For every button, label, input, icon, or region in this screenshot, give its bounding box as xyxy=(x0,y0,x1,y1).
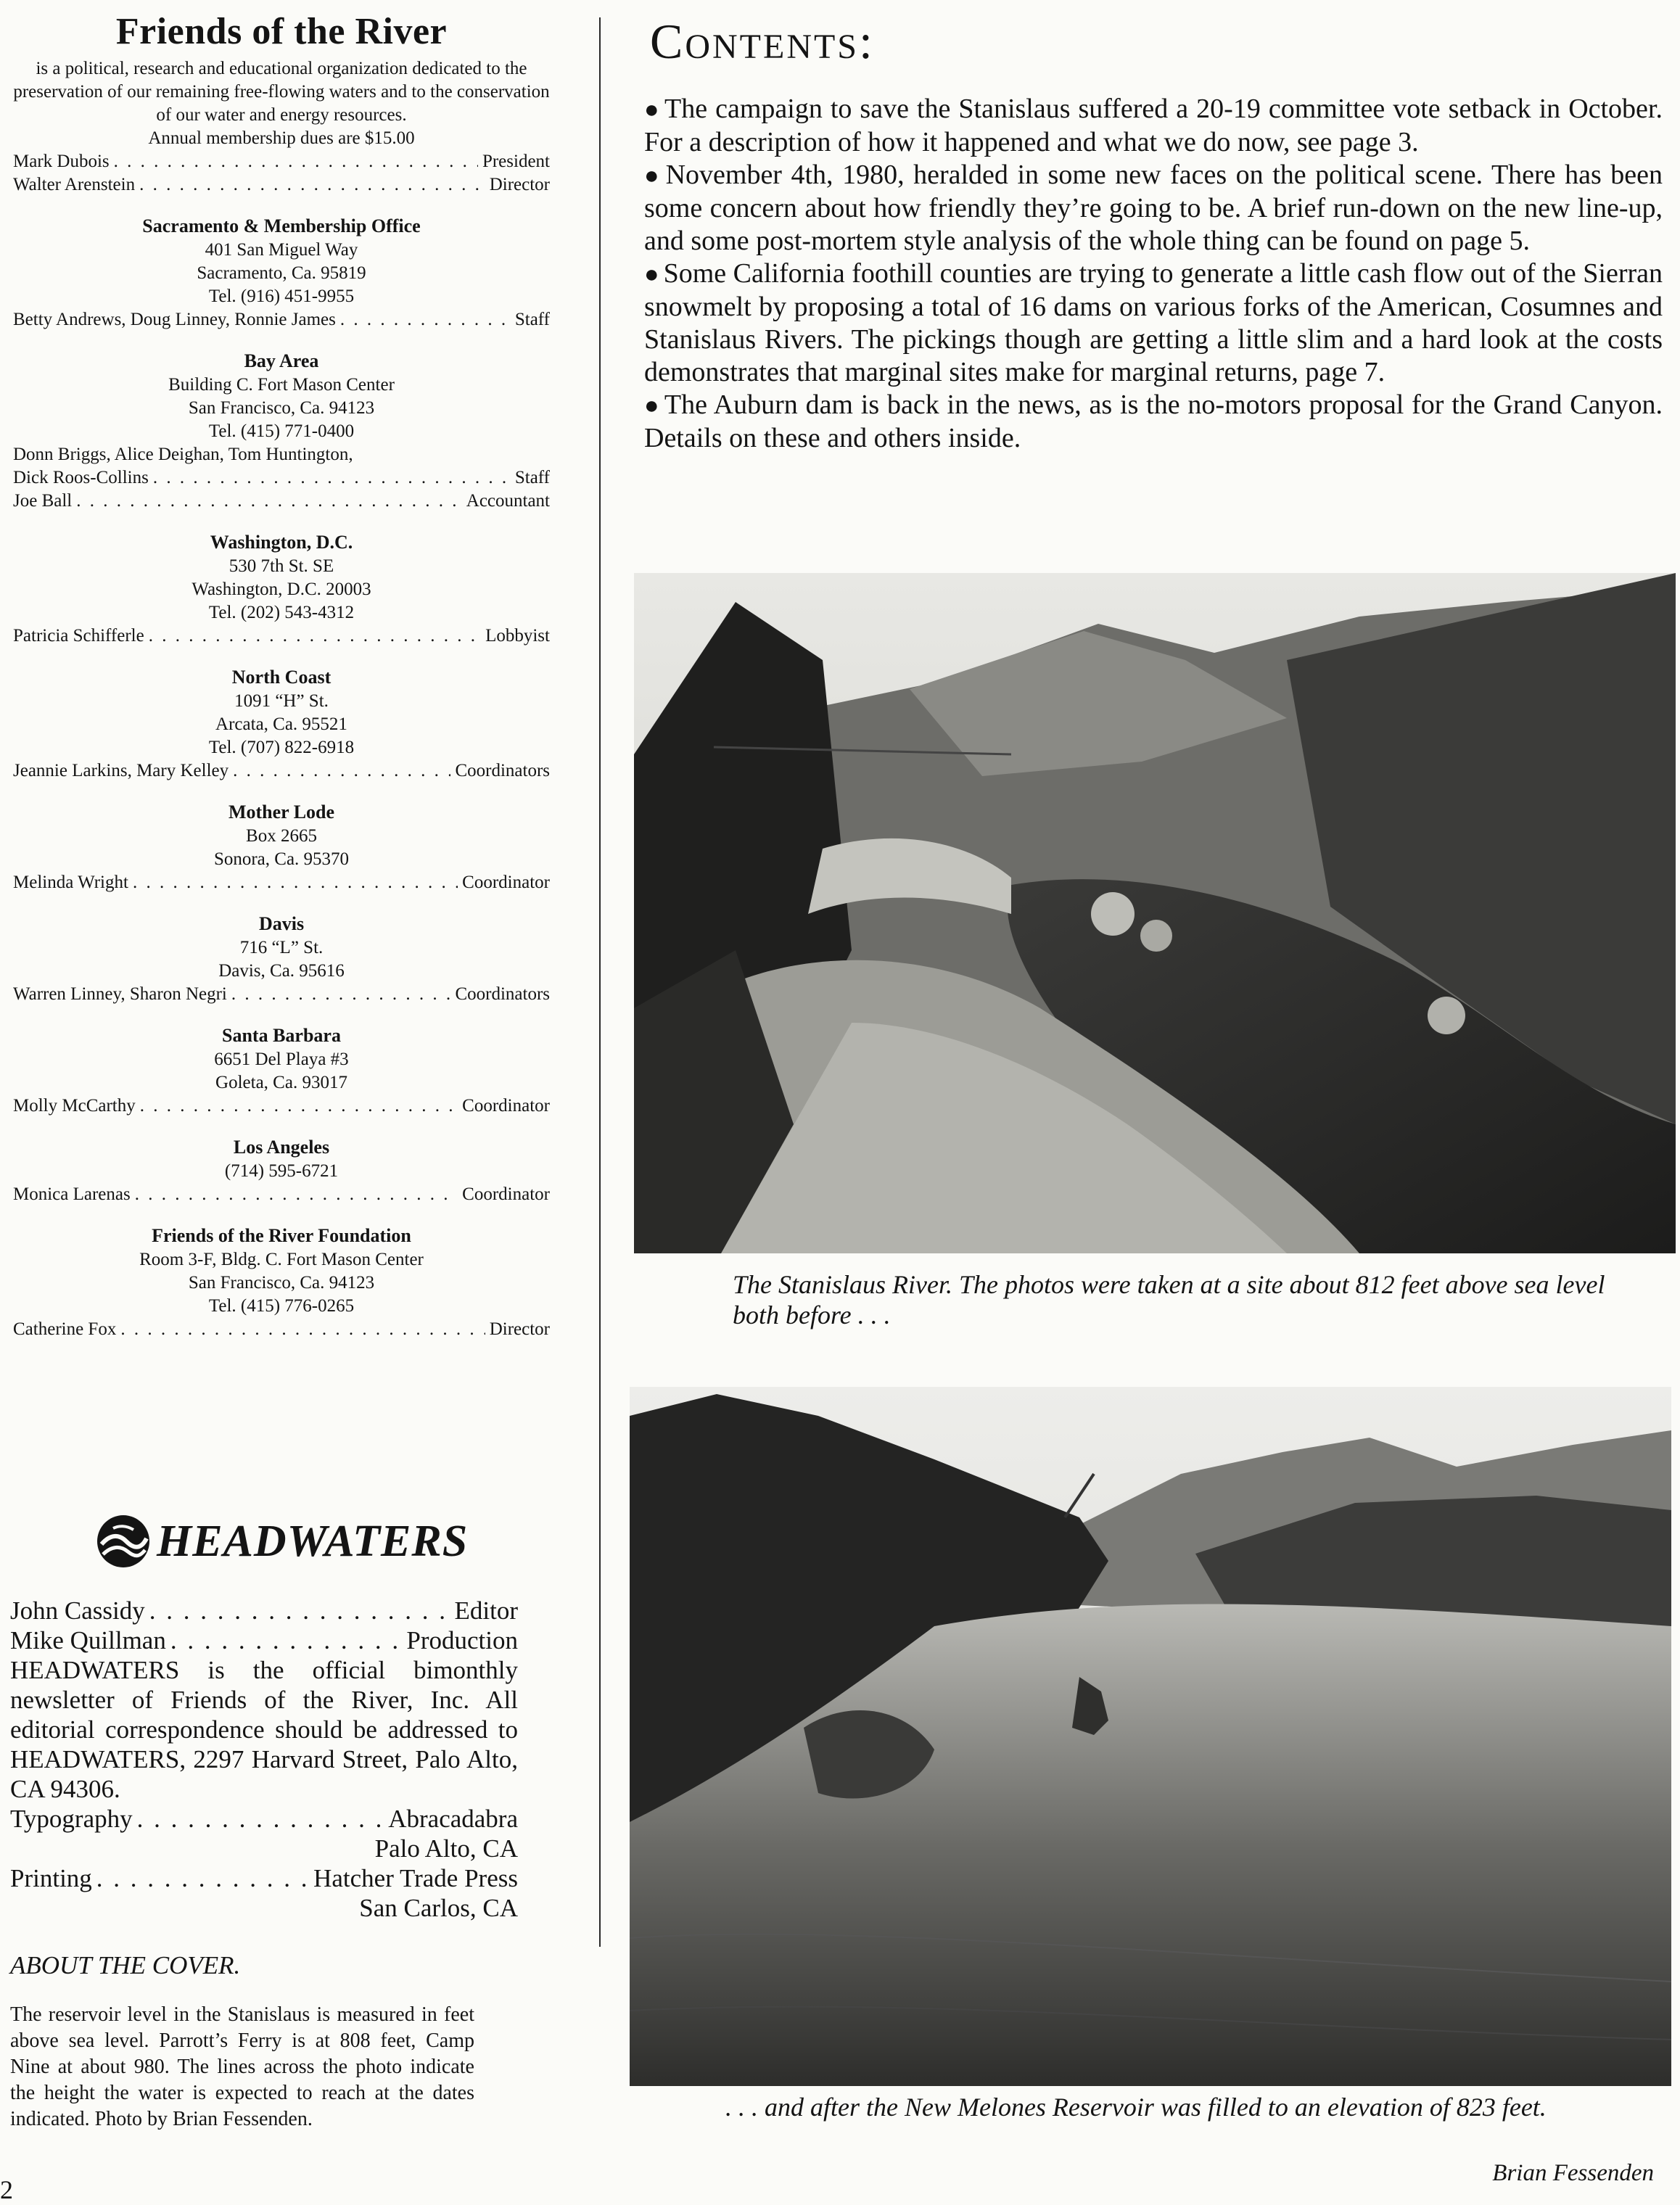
river-wave-icon xyxy=(94,1512,152,1570)
staff-role: Coordinator xyxy=(462,1096,550,1116)
office-name: Santa Barbara xyxy=(222,1025,341,1046)
office-los-angeles xyxy=(13,1135,550,1206)
staff-role: Accountant xyxy=(466,491,550,511)
office-sacramento xyxy=(13,214,550,331)
office-city: Washington, D.C. 20003 xyxy=(192,580,371,599)
office-name: Sacramento & Membership Office xyxy=(142,215,421,236)
office-name: North Coast xyxy=(231,667,332,688)
office-name: Davis xyxy=(258,913,305,934)
typography-label: Typography xyxy=(10,1805,133,1833)
staff-row xyxy=(13,308,550,331)
credit-row xyxy=(10,1625,518,1655)
officer-name: Mark Dubois xyxy=(13,152,110,171)
staff-row xyxy=(13,625,550,648)
staff-name: Catherine Fox xyxy=(13,1319,117,1339)
office-phone: Tel. (707) 822-6918 xyxy=(208,738,355,757)
river-before-photo xyxy=(634,573,1676,1253)
staff-name: Joe Ball xyxy=(13,491,73,511)
staff-name: Warren Linney, Sharon Negri xyxy=(13,984,227,1004)
staff-role: Staff xyxy=(514,468,550,487)
office-city: Goleta, Ca. 93017 xyxy=(215,1073,347,1092)
office-phone: (714) 595-6721 xyxy=(224,1161,339,1181)
staff-name: Monica Larenas xyxy=(13,1184,131,1204)
reservoir-after-image xyxy=(630,1387,1671,2086)
office-washington xyxy=(13,530,550,648)
officer-row xyxy=(13,150,550,173)
office-address: Room 3-F, Bldg. C. Fort Mason Center xyxy=(139,1250,424,1269)
staff-row xyxy=(13,1183,550,1206)
production-role: Production xyxy=(406,1626,518,1654)
staff-row xyxy=(13,871,550,894)
credit-row xyxy=(10,1596,518,1625)
staff-row xyxy=(13,983,550,1006)
org-title: Friends of the River xyxy=(115,11,448,52)
staff-name: Patricia Schifferle xyxy=(13,626,144,646)
office-foundation xyxy=(13,1224,550,1341)
bullet-icon: ● xyxy=(644,96,661,123)
staff-role: Coordinator xyxy=(462,1184,550,1204)
photo-caption-after: . . . and after the New Melones Reservoir was filled to an elevation of 823 feet. xyxy=(725,2093,1547,2122)
staff-role: Coordinators xyxy=(455,984,550,1004)
contents-item: ● November 4th, 1980, heralded in some new faces on the political scene. There has been some concern about how friendly they’re going to be. A brief run-down on the new line-up, and some post-mortem style analysis of the whole thing can be found on page 5. xyxy=(644,160,1663,256)
staff-names: Donn Briggs, Alice Deighan, Tom Huntington, xyxy=(13,445,353,464)
typography-value: Abracadabra xyxy=(388,1805,518,1833)
staff-role: Director xyxy=(489,1319,550,1339)
office-name: Mother Lode xyxy=(228,801,335,823)
credit-row xyxy=(10,1863,518,1893)
staff-name: Jeannie Larkins, Mary Kelley xyxy=(13,761,229,780)
staff-row xyxy=(13,490,550,513)
contents-title: Contents: xyxy=(650,14,875,69)
office-name: Bay Area xyxy=(244,350,319,371)
contents-list xyxy=(644,93,1663,455)
contents-item: ● The Auburn dam is back in the news, as is the no-motors proposal for the Grand Canyon. Details on these and others inside. xyxy=(644,390,1663,453)
printing-value: Hatcher Trade Press xyxy=(313,1864,518,1892)
reservoir-after-photo xyxy=(630,1387,1671,2086)
editor-role: Editor xyxy=(454,1596,518,1625)
office-address: 6651 Del Playa #3 xyxy=(214,1050,349,1069)
credit-row xyxy=(10,1804,518,1834)
bullet-icon: ● xyxy=(644,162,662,189)
headwaters-logo xyxy=(94,1512,468,1570)
newsletter-blurb: HEADWATERS is the official bimonthly newsletter of Friends of the River, Inc. All editorial correspondence should be addressed to HEADWATERS, 2297 Harvard Street, Palo Alto, CA 94306. xyxy=(10,1656,518,1803)
staff-row xyxy=(13,1095,550,1118)
photo-caption-before: The Stanislaus River. The photos were taken at a site about 812 feet above sea level both before . . . xyxy=(733,1270,1605,1330)
office-address: 530 7th St. SE xyxy=(228,556,334,576)
office-phone: Tel. (415) 771-0400 xyxy=(208,421,355,441)
headwaters-logo-text: HEADWATERS xyxy=(157,1516,469,1566)
office-mother-lode xyxy=(13,800,550,894)
office-city: San Francisco, Ca. 94123 xyxy=(188,398,375,418)
about-cover-title: ABOUT THE COVER. xyxy=(10,1951,241,1979)
office-santa-barbara xyxy=(13,1023,550,1118)
staff-row xyxy=(13,759,550,783)
office-address: 1091 “H” St. xyxy=(234,691,329,711)
masthead-column xyxy=(13,10,550,1341)
membership-dues: Annual membership dues are $15.00 xyxy=(148,128,415,148)
org-description: is a political, research and educational organization dedicated to the preservation of our remaining free-flowing waters and to the conservation of our water and energy resources. xyxy=(13,59,550,125)
office-address: 716 “L” St. xyxy=(239,938,324,957)
office-address: Building C. Fort Mason Center xyxy=(168,375,395,395)
bullet-icon: ● xyxy=(644,261,659,288)
printing-label: Printing xyxy=(10,1864,92,1892)
staff-name: Melinda Wright xyxy=(13,873,128,892)
office-city: Davis, Ca. 95616 xyxy=(218,961,345,981)
office-name: Washington, D.C. xyxy=(210,532,353,553)
officer-role: President xyxy=(482,152,550,171)
office-phone: Tel. (415) 776-0265 xyxy=(208,1296,355,1316)
officer-row xyxy=(13,173,550,197)
column-divider xyxy=(599,17,601,1947)
staff-row xyxy=(13,1318,550,1341)
staff-row xyxy=(13,466,550,490)
officer-name: Walter Arenstein xyxy=(13,175,136,194)
office-address: 401 San Miguel Way xyxy=(205,240,358,260)
production-name: Mike Quillman xyxy=(10,1626,166,1654)
headwaters-credits xyxy=(10,1596,518,1923)
contents-item: ● Some California foothill counties are trying to generate a little cash flow out of the Sierran snowmelt by proposing a total of 16 dams on various forks of the American, Cosumnes and Stanislaus Rivers. The pickings though are getting a little slim and a hard look at the costs demonstrates that marginal sites make for marginal returns, page 7. xyxy=(644,258,1663,387)
office-phone: Tel. (202) 543-4312 xyxy=(208,603,355,622)
office-name: Friends of the River Foundation xyxy=(152,1225,411,1246)
staff-name: Betty Andrews, Doug Linney, Ronnie James xyxy=(13,310,336,329)
office-north-coast xyxy=(13,665,550,783)
office-name: Los Angeles xyxy=(233,1137,330,1158)
page-number: 2 xyxy=(0,2175,13,2204)
contents-item: ● The campaign to save the Stanislaus suffered a 20-19 committee vote setback in October. For a description of how it happened and what we do now, see page 3. xyxy=(644,94,1663,157)
about-cover-body: The reservoir level in the Stanislaus is measured in feet above sea level. Parrott’s Ferry is at 808 feet, Camp Nine at about 980. The lines across the photo indicate the height the water is expected to reach at the dates indicated. Photo by Brian Fessenden. xyxy=(10,2003,474,2130)
river-before-image xyxy=(634,573,1676,1253)
office-address: Box 2665 xyxy=(246,826,317,846)
editor-name: John Cassidy xyxy=(10,1596,145,1625)
typography-city: Palo Alto, CA xyxy=(374,1834,518,1863)
office-city: Sacramento, Ca. 95819 xyxy=(197,263,366,283)
office-city: Arcata, Ca. 95521 xyxy=(215,714,347,734)
office-city: San Francisco, Ca. 94123 xyxy=(188,1273,375,1293)
staff-role: Coordinators xyxy=(455,761,550,780)
office-phone: Tel. (916) 451-9955 xyxy=(208,287,355,306)
bullet-icon: ● xyxy=(644,392,660,419)
officer-role: Director xyxy=(489,175,550,194)
staff-role: Lobbyist xyxy=(485,626,550,646)
office-davis xyxy=(13,912,550,1006)
photo-credit: Brian Fessenden xyxy=(1492,2160,1654,2186)
office-bay-area xyxy=(13,349,550,513)
printing-city: San Carlos, CA xyxy=(359,1894,518,1922)
office-city: Sonora, Ca. 95370 xyxy=(213,849,350,869)
staff-role: Staff xyxy=(514,310,550,329)
staff-name: Molly McCarthy xyxy=(13,1096,136,1116)
staff-name: Dick Roos-Collins xyxy=(13,468,149,487)
staff-role: Coordinator xyxy=(462,873,550,892)
